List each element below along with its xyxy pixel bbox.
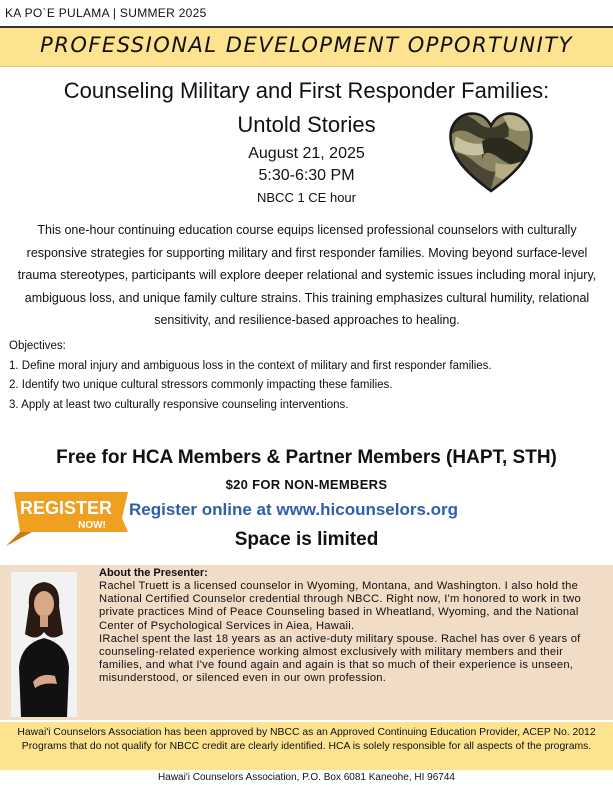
register-badge-sub: NOW! <box>78 520 106 531</box>
presenter-photo <box>11 572 77 717</box>
objective-item: 1. Define moral injury and ambiguous loss in the context of military and first responder families. <box>9 359 492 372</box>
publication-header <box>0 0 613 28</box>
camo-heart-icon <box>446 110 536 198</box>
publication-label: KA PO`E PULAMA | SUMMER 2025 <box>5 6 207 20</box>
objectives-section <box>9 337 609 415</box>
objectives-heading: Objectives: <box>9 340 66 352</box>
course-description: This one-hour continuing education course equips licensed professional counselors with culturally responsive strategies for supporting military and first responder families. Moving beyond surface-level trauma stereotypes, participants will explore deeper relational and systemic issues including moral injury, ambiguous loss, and unique family culture strains. This training emphasizes cultural humility, relational sensitivity, and resilience-based approaches to healing. <box>17 223 597 327</box>
presenter-heading: About the Presenter: <box>99 567 208 579</box>
event-date: August 21, 2025 <box>248 145 365 162</box>
nbcc-approval-notice <box>0 722 613 770</box>
objective-item: 3. Apply at least two culturally responsive counseling interventions. <box>9 398 349 411</box>
register-badge-main: REGISTER <box>19 498 113 518</box>
register-online-link[interactable]: Register online at www.hicounselors.org <box>129 500 459 519</box>
objective-item: 2. Identify two unique cultural stressors commonly impacting these families. <box>9 379 393 391</box>
non-member-price: $20 FOR NON-MEMBERS <box>225 477 388 492</box>
ce-hours: NBCC 1 CE hour <box>257 190 356 205</box>
event-title-line2: Untold Stories <box>237 112 376 137</box>
free-for-members: Free for HCA Members & Partner Members (HAPT, STH) <box>56 447 557 468</box>
space-limited: Space is limited <box>234 529 379 550</box>
footer-address: Hawai'i Counselors Association, P.O. Box 6081 Kaneohe, HI 96744 <box>158 772 455 783</box>
presenter-bio-para: Rachel Truett is a licensed counselor in Wyoming, Montana, and Washington. I also hold the National Certified Counselor credential through NBCC. Right now, I'm honored to work in two private practices Mind of Peace Counseling based in Wheatland, Wyoming, and the National Center of Psychological Services in Aiea, Hawaii. <box>99 580 581 632</box>
event-time: 5:30-6:30 PM <box>258 167 355 184</box>
presenter-bio-para: IRachel spent the last 18 years as an active-duty military spouse. Rachel has over 6 years of counseling-related experience working almost exclusively with military members and their families, and what I've found again and again is that so much of their experience is unseen, misunderstood, or silenced even in our own profession. <box>99 632 581 685</box>
opportunity-banner <box>0 28 613 67</box>
banner-text: PROFESSIONAL DEVELOPMENT OPPORTUNITY <box>40 33 573 57</box>
event-title-line1: Counseling Military and First Responder Families: <box>63 78 550 103</box>
presenter-bio <box>99 580 599 686</box>
approval-text: Hawai'i Counselors Association has been approved by NBCC as an Approved Continuing Education Provider, ACEP No. 2012 Programs that do not qualify for NBCC credit are clearly identified. HCA is solely responsible for all aspects of the programs. <box>17 727 596 752</box>
